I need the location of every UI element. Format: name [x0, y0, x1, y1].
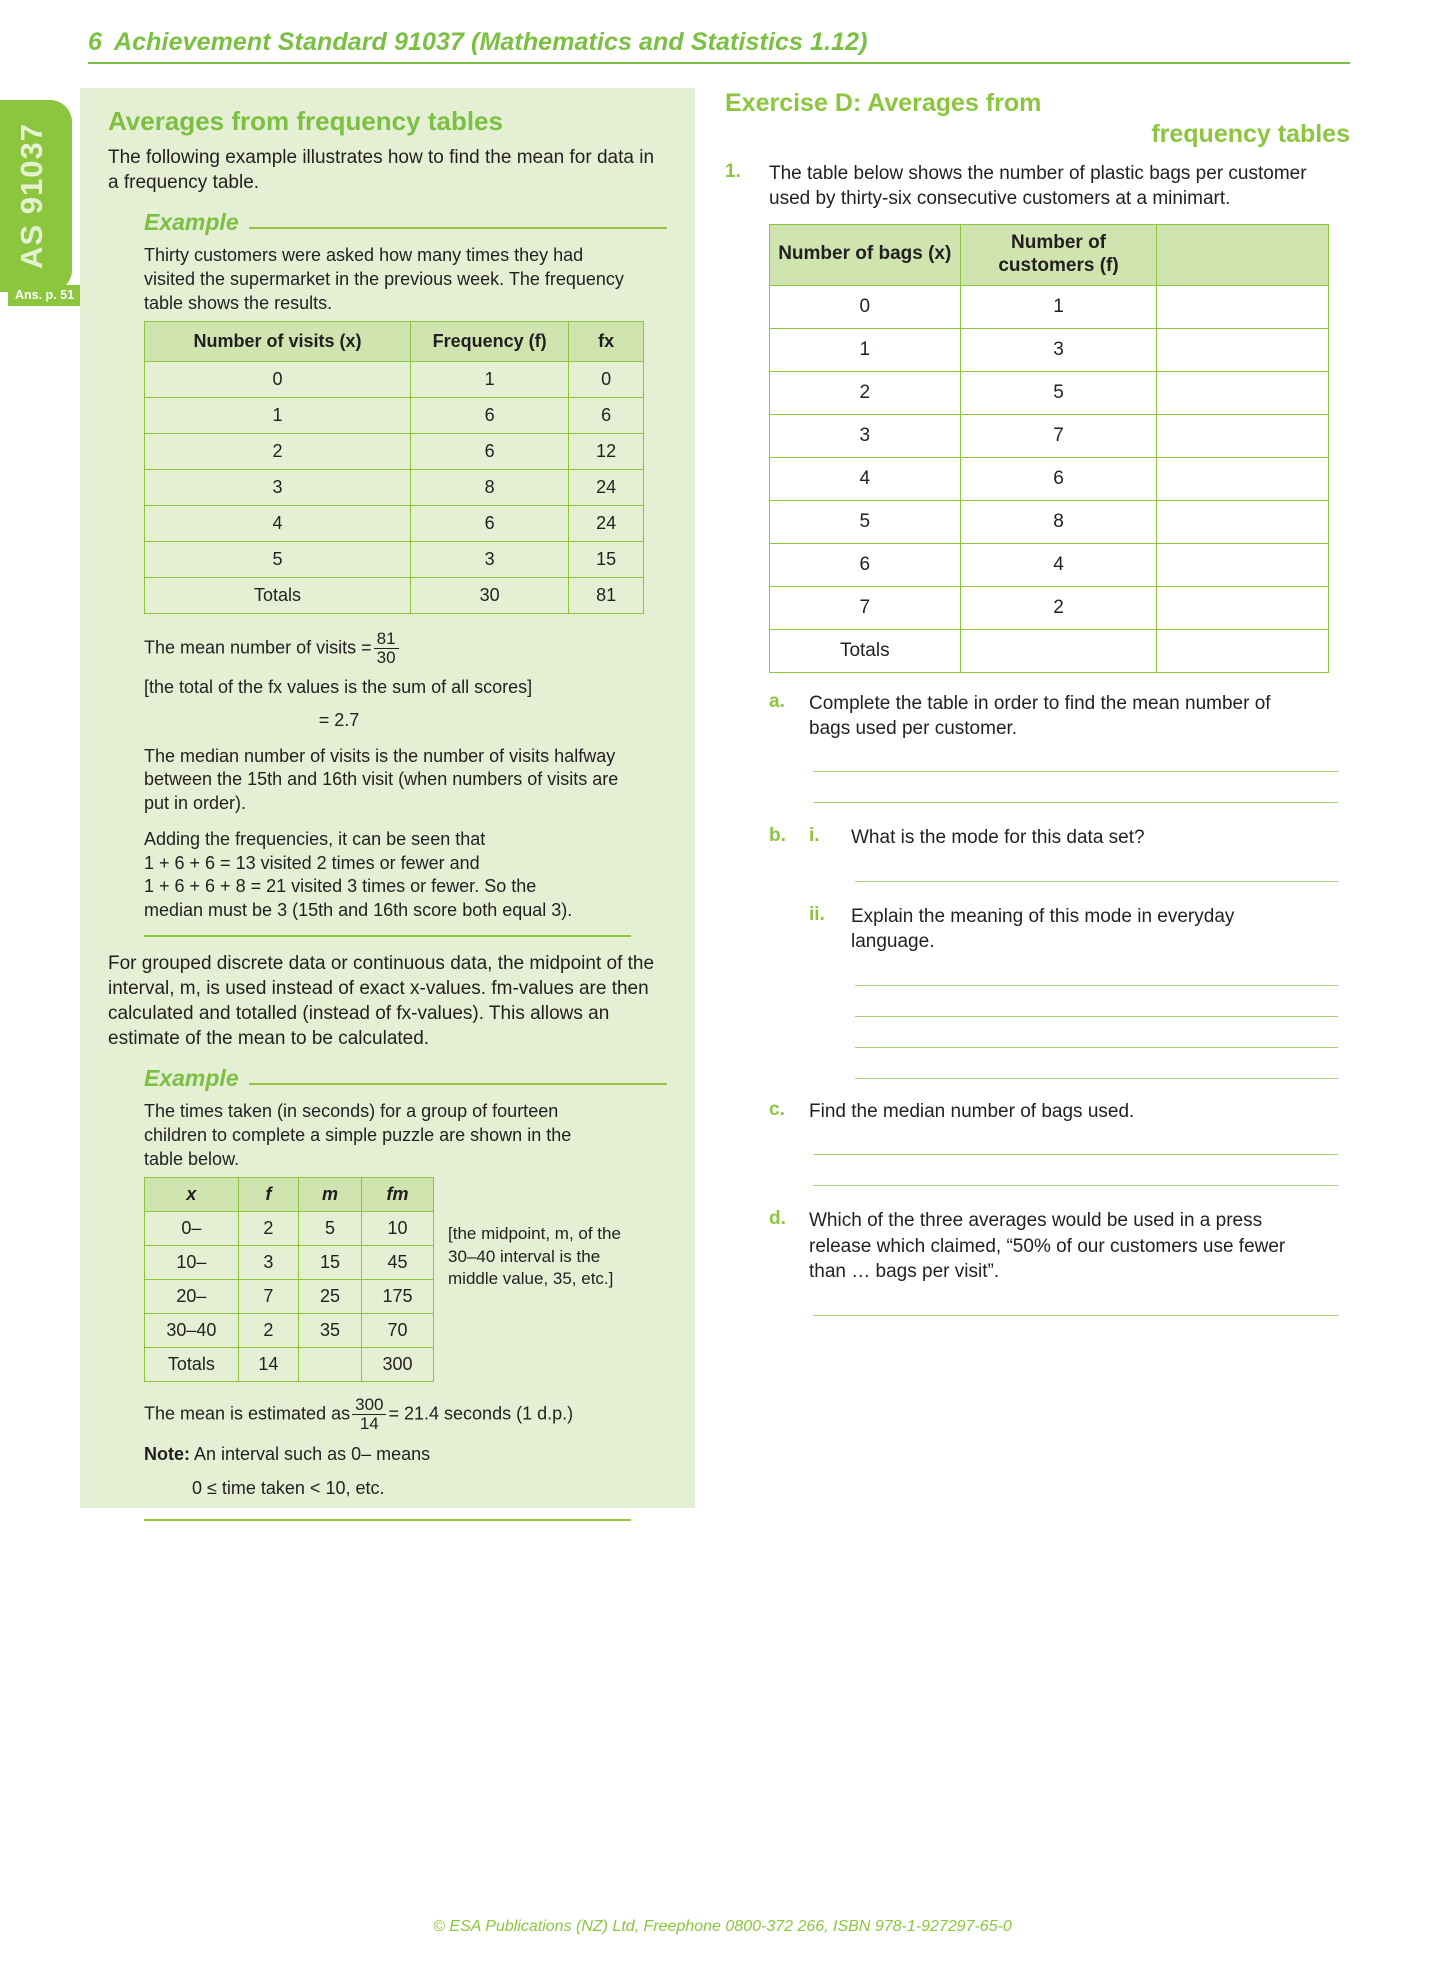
cell-f: 6 [960, 457, 1157, 500]
cell-x: 7 [770, 586, 961, 629]
cell-x: 2 [770, 371, 961, 414]
cell-blank[interactable] [1157, 285, 1329, 328]
cell-fx: 24 [569, 506, 644, 542]
intro-paragraph: The following example illustrates how to find the mean for data in a frequency table. [108, 147, 655, 194]
adding-line-1: Adding the frequencies, it can be seen that [144, 828, 486, 849]
cell-fx: 6 [569, 398, 644, 434]
table-row [145, 542, 644, 578]
question-part-b-i [769, 825, 1350, 850]
answer-line[interactable] [813, 1185, 1338, 1186]
col-header-m: m [299, 1178, 362, 1212]
cell-x: 0 [770, 285, 961, 328]
exercise-title-line-2: frequency tables [1151, 119, 1350, 148]
cell-x: 4 [145, 506, 411, 542]
answer-page-badge: Ans. p. 51 [8, 285, 81, 306]
col-header-f: f [238, 1178, 298, 1212]
col-header-bags: Number of bags (x) [770, 224, 961, 285]
mean-fraction [374, 630, 399, 667]
part-letter: b. [769, 825, 786, 847]
cell-blank[interactable] [1157, 371, 1329, 414]
mean-label: The mean number of visits = [144, 637, 372, 658]
table-totals-row [145, 578, 644, 614]
part-text: Explain the meaning of this mode in everyday language. [851, 905, 1235, 953]
table-row [770, 414, 1329, 457]
example-2-heading [144, 1065, 667, 1092]
cell-fx: 12 [569, 434, 644, 470]
cell-x: 3 [145, 470, 411, 506]
part-letter: c. [769, 1098, 785, 1120]
cell-fm: 70 [361, 1314, 433, 1348]
cell-blank[interactable] [1157, 457, 1329, 500]
page-title: Achievement Standard 91037 (Mathematics and Statistics 1.12) [114, 28, 868, 56]
cell-total-fm: 300 [361, 1348, 433, 1382]
question-1 [725, 161, 1350, 212]
example-label: Example [144, 1065, 239, 1092]
note-inequality: 0 ≤ time taken < 10, etc. [192, 1477, 385, 1498]
answer-line[interactable] [813, 802, 1338, 803]
answer-line[interactable] [813, 1154, 1338, 1155]
col-header-x: x [145, 1178, 239, 1212]
cell-x: 2 [145, 434, 411, 470]
example-1-bottom-rule [144, 935, 631, 937]
mean-expression [144, 630, 667, 667]
cell-f: 3 [960, 328, 1157, 371]
question-number: 1. [725, 161, 741, 182]
cell-blank[interactable] [1157, 500, 1329, 543]
cell-f: 5 [960, 371, 1157, 414]
answer-line[interactable] [813, 1315, 1338, 1316]
cell-x: 20– [145, 1280, 239, 1314]
cell-x: 5 [770, 500, 961, 543]
table-row [145, 1212, 434, 1246]
table-row [770, 371, 1329, 414]
cell-f: 1 [410, 362, 568, 398]
note-text: An interval such as 0– means [194, 1444, 431, 1465]
visits-frequency-table [144, 321, 644, 614]
table-row [145, 1280, 434, 1314]
cell-total-f[interactable] [960, 629, 1157, 672]
example-2-text: The times taken (in seconds) for a group of fourteen children to complete a simple puzzle are shown in the table below. [144, 1101, 572, 1169]
question-part-b-ii [769, 904, 1350, 955]
col-header-frequency: Frequency (f) [410, 322, 568, 362]
cell-blank[interactable] [1157, 328, 1329, 371]
col-header-visits: Number of visits (x) [145, 322, 411, 362]
adding-line-4: median must be 3 (15th and 16th score both equal 3). [144, 900, 573, 921]
table-row [145, 470, 644, 506]
table-row [145, 398, 644, 434]
part-text: Find the median number of bags used. [809, 1100, 1135, 1122]
adding-frequencies-block [144, 828, 639, 923]
cell-f: 6 [410, 434, 568, 470]
answer-line[interactable] [855, 985, 1338, 986]
cell-totals-label: Totals [770, 629, 961, 672]
fx-bracket-note: [the total of the fx values is the sum of all scores] [144, 677, 533, 698]
adding-line-3: 1 + 6 + 6 + 8 = 21 visited 3 times or fewer. So the [144, 876, 537, 897]
cell-x: 0– [145, 1212, 239, 1246]
exercise-title [725, 88, 1350, 149]
cell-x: 5 [145, 542, 411, 578]
table-row [770, 328, 1329, 371]
example-2-bottom-rule [144, 1519, 631, 1521]
mean-result: = 2.7 [318, 709, 360, 730]
cell-fm: 45 [361, 1246, 433, 1280]
fraction-numerator: 81 [376, 629, 396, 649]
cell-f: 6 [410, 506, 568, 542]
note-label: Note: [144, 1444, 190, 1465]
exercise-column [725, 88, 1350, 1316]
example-rule [249, 1083, 667, 1085]
fraction-numerator: 300 [355, 1395, 384, 1415]
cell-m: 25 [299, 1280, 362, 1314]
question-part-c [769, 1099, 1350, 1124]
adding-line-2: 1 + 6 + 6 = 13 visited 2 times or fewer and [144, 852, 480, 873]
standard-side-tab [0, 100, 72, 292]
cell-fm: 175 [361, 1280, 433, 1314]
question-part-d [769, 1208, 1350, 1284]
page-header [88, 28, 1350, 64]
fraction-denominator: 14 [352, 1414, 386, 1433]
cell-f: 8 [960, 500, 1157, 543]
cell-f: 3 [238, 1246, 298, 1280]
col-header-fm: fm [361, 1178, 433, 1212]
cell-f: 2 [238, 1314, 298, 1348]
example-1-text: Thirty customers were asked how many times they had visited the supermarket in the previous week. The frequency table shows the results. [144, 245, 624, 313]
cell-f: 6 [410, 398, 568, 434]
table-row [145, 1314, 434, 1348]
question-part-a [769, 691, 1350, 742]
page-number: 6 [88, 28, 103, 56]
answer-line[interactable] [813, 771, 1338, 772]
cell-blank[interactable] [1157, 414, 1329, 457]
section-title: Averages from frequency tables [108, 106, 503, 136]
table-row [145, 362, 644, 398]
cell-total-f: 30 [410, 578, 568, 614]
table-row [145, 434, 644, 470]
exercise-title-line-1: Exercise D: Averages from [725, 89, 1042, 117]
cell-x: 4 [770, 457, 961, 500]
answer-line[interactable] [855, 1016, 1338, 1017]
cell-x: 1 [770, 328, 961, 371]
cell-total-m [299, 1348, 362, 1382]
notes-panel [80, 88, 695, 1508]
cell-f: 7 [238, 1280, 298, 1314]
fraction-denominator: 30 [374, 648, 399, 667]
part-roman: ii. [809, 903, 825, 925]
grouped-data-paragraph: For grouped discrete data or continuous data, the midpoint of the interval, m, is used instead of exact x-values. fm-values are then calculated and totalled (instead of fx-values). This allows an estimate of the mean to be calculated. [108, 952, 655, 1050]
cell-x: 10– [145, 1246, 239, 1280]
header-rule [88, 62, 1350, 64]
part-letter: d. [769, 1208, 786, 1230]
part-text: What is the mode for this data set? [851, 827, 1145, 849]
cell-f: 2 [960, 586, 1157, 629]
side-tab-label: AS 91037 [14, 123, 49, 269]
cell-total-blank[interactable] [1157, 629, 1329, 672]
cell-x: 6 [770, 543, 961, 586]
cell-fm: 10 [361, 1212, 433, 1246]
table-row [770, 457, 1329, 500]
cell-x: 1 [145, 398, 411, 434]
table-totals-row [770, 629, 1329, 672]
answer-line[interactable] [855, 881, 1338, 882]
estimated-mean-suffix: = 21.4 seconds (1 d.p.) [388, 1403, 574, 1424]
table-row [145, 506, 644, 542]
cell-x: 3 [770, 414, 961, 457]
median-paragraph: The median number of visits is the number of visits halfway between the 15th and 16th visit (when numbers of visits are put in order). [144, 745, 619, 814]
table-row [145, 1246, 434, 1280]
table-totals-row [145, 1348, 434, 1382]
cell-m: 15 [299, 1246, 362, 1280]
note-line [144, 1443, 667, 1467]
part-roman: i. [809, 825, 820, 847]
estimated-mean-fraction [352, 1396, 386, 1433]
cell-f: 7 [960, 414, 1157, 457]
table-header-row [145, 1178, 434, 1212]
answer-line[interactable] [855, 1078, 1338, 1079]
cell-fx: 0 [569, 362, 644, 398]
table-row [770, 586, 1329, 629]
example-rule [249, 227, 667, 229]
part-letter: a. [769, 690, 785, 712]
estimated-mean-prefix: The mean is estimated as [144, 1403, 351, 1424]
cell-totals-label: Totals [145, 578, 411, 614]
table-header-row [770, 224, 1329, 285]
cell-blank[interactable] [1157, 586, 1329, 629]
midpoint-side-note: [the midpoint, m, of the 30–40 interval is the middle value, 35, etc.] [448, 1224, 621, 1288]
example-1-heading [144, 209, 667, 236]
cell-blank[interactable] [1157, 543, 1329, 586]
cell-f: 1 [960, 285, 1157, 328]
col-header-fx: fx [569, 322, 644, 362]
part-text: Complete the table in order to find the mean number of bags used per customer. [809, 692, 1271, 739]
cell-f: 8 [410, 470, 568, 506]
cell-total-f: 14 [238, 1348, 298, 1382]
times-frequency-table [144, 1177, 434, 1382]
cell-x: 0 [145, 362, 411, 398]
cell-fx: 24 [569, 470, 644, 506]
cell-total-fx: 81 [569, 578, 644, 614]
table-row [770, 285, 1329, 328]
cell-f: 2 [238, 1212, 298, 1246]
table-row [770, 543, 1329, 586]
example-label: Example [144, 209, 239, 236]
cell-m: 35 [299, 1314, 362, 1348]
cell-fx: 15 [569, 542, 644, 578]
cell-totals-label: Totals [145, 1348, 239, 1382]
page-footer: © ESA Publications (NZ) Ltd, Freephone 0800-372 266, ISBN 978-1-927297-65-0 [433, 1918, 1012, 1935]
cell-f: 4 [960, 543, 1157, 586]
cell-f: 3 [410, 542, 568, 578]
page-header-line [88, 28, 1350, 57]
col-header-customers: Number of customers (f) [960, 224, 1157, 285]
answer-line[interactable] [855, 1047, 1338, 1048]
table-row [770, 500, 1329, 543]
cell-m: 5 [299, 1212, 362, 1246]
bags-frequency-table[interactable] [769, 224, 1329, 673]
col-header-blank [1157, 224, 1329, 285]
question-stem: The table below shows the number of plastic bags per customer used by thirty-six consecutive customers at a minimart. [769, 163, 1307, 210]
table-header-row [145, 322, 644, 362]
part-text: Which of the three averages would be used in a press release which claimed, “50% of our customers use fewer than … bags per visit”. [809, 1210, 1286, 1283]
cell-x: 30–40 [145, 1314, 239, 1348]
estimated-mean-expression [144, 1396, 667, 1433]
part-letter [769, 904, 809, 955]
